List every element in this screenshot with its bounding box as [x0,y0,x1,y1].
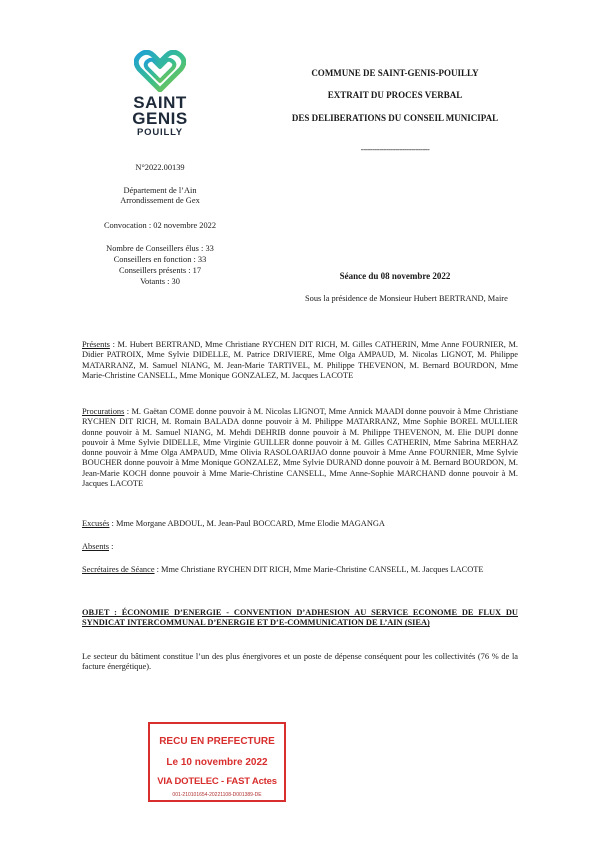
document-title-line1: EXTRAIT DU PROCES VERBAL [327,90,463,100]
body-paragraph-1: Le secteur du bâtiment constitue l’un des plus énergivores et un poste de dépense conséquent pour les collectivités (76 % de la facture énergétique). [82,652,518,672]
departement: Département de l’Ain [123,186,197,195]
absents-paragraph [82,542,518,552]
commune-logo [120,50,200,138]
stamp-line-date: Le 10 novembre 2022 [166,757,268,768]
presents-label: Présents [82,340,110,349]
absents-text: : [109,542,114,551]
header-separator: ------------------------------ [360,145,430,154]
logo-word-genis: GENIS [132,109,188,128]
secretaires-label: Secrétaires de Séance [82,565,155,574]
objet-text: OBJET : ÉCONOMIE D’ENERGIE - CONVENTION D’ADHESION AU SERVICE ECONOME DE FLUX DU SYNDICAT INTERCOMMUNAL D’ENERGIE ET D’E-COMMUNICATION DE L’AIN (SIEA) [82,608,518,628]
procurations-text: : M. Gaëtan COME donne pouvoir à M. Nicolas LIGNOT, Mme Annick MAADI donne pouvoir à Mme Christiane RYCHEN DIT RICH, M. Romain BALADA donne pouvoir à M. Philippe MATARRANZ, Mme Sophie BOREL MULLIER donne pouvoir à M. Samuel NIANG, M. Mehdi DEHRIB donne pouvoir à M. Philippe THEVENON, M. Elie DUPI donne pouvoir à Mme Sylvie DIDELLE, Mme Virginie GUILLER donne pouvoir à M. Gilles CATHERIN, Mme Sabrina MERHAZ donne pouvoir à Mme Olga AMPAUD, Mme Olivia RASOLOARIJAO donne pouvoir à Mme Anne FOURNIER, Mme Sylvie BOUCHER donne pouvoir à Mme Monique GONZALEZ, Mme Sylvie DURAND donne pouvoir à M. Bernard BOURDON, M. Jean-Marie KOCH donne pouvoir à Mme Marie-Christine CANSELL, Mme Anne-Sophie MARCHAND donne pouvoir à M. Jacques LACOTE [82,407,518,489]
stamp-line-via: VIA DOTELEC - FAST Actes [157,776,277,787]
convocation-date: Convocation : 02 novembre 2022 [103,221,217,230]
presents-text: : M. Hubert BERTRAND, Mme Christiane RYCHEN DIT RICH, M. Gilles CATHERIN, Mme Anne FOURNIER, M. Didier PATROIX, Mme Sylvie DIDELLE, M. Patrice DRIVIERE, Mme Olga AMPAUD, M. Nicolas LIGNOT, M. Philippe MATARRANZ, M. Samuel NIANG, M. Jean-Marie TARTIVEL, M. Philippe THEVENON, M. Bernard BOURDON, Mme Marie-Christine CANSELL, Mme Monique GONZALEZ, M. Jacques LACOTE [82,340,518,380]
seance-date: Séance du 08 novembre 2022 [339,271,451,281]
presents-paragraph [82,340,518,381]
excuses-text: : Mme Morgane ABDOUL, M. Jean-Paul BOCCARD, Mme Elodie MAGANGA [109,519,385,528]
deliberation-number: N°2022.00139 [135,163,185,172]
commune-name: COMMUNE DE SAINT-GENIS-POUILLY [311,68,479,78]
excuses-paragraph [82,519,518,529]
procurations-label: Procurations [82,407,125,416]
stamp-line-recu: RECU EN PREFECTURE [159,736,275,747]
logo-word-saint: SAINT [133,93,187,112]
conseillers-presents: Conseillers présents : 17 [118,266,202,275]
excuses-label: Excusés [82,519,110,528]
heart-logo-icon [134,50,186,92]
procurations-paragraph [82,407,518,489]
document-title-line2: DES DELIBERATIONS DU CONSEIL MUNICIPAL [291,113,499,123]
votants: Votants : 30 [140,277,180,286]
logo-word-pouilly: POUILLY [137,127,183,138]
arrondissement: Arrondissement de Gex [120,196,200,205]
objet-heading [82,608,518,629]
conseillers-elus: Nombre de Conseillers élus : 33 [106,244,214,253]
conseillers-fonction: Conseillers en fonction : 33 [113,255,207,264]
absents-label: Absents [82,542,109,551]
stamp-line-reference: 001-210101654-20221108-D001389-DE [172,792,262,798]
secretaires-text: : Mme Christiane RYCHEN DIT RICH, Mme Marie-Christine CANSELL, M. Jacques LACOTE [154,565,484,574]
prefecture-stamp [148,722,286,802]
secretaires-paragraph [82,565,518,575]
presidence: Sous la présidence de Monsieur Hubert BERTRAND, Maire [305,294,508,303]
